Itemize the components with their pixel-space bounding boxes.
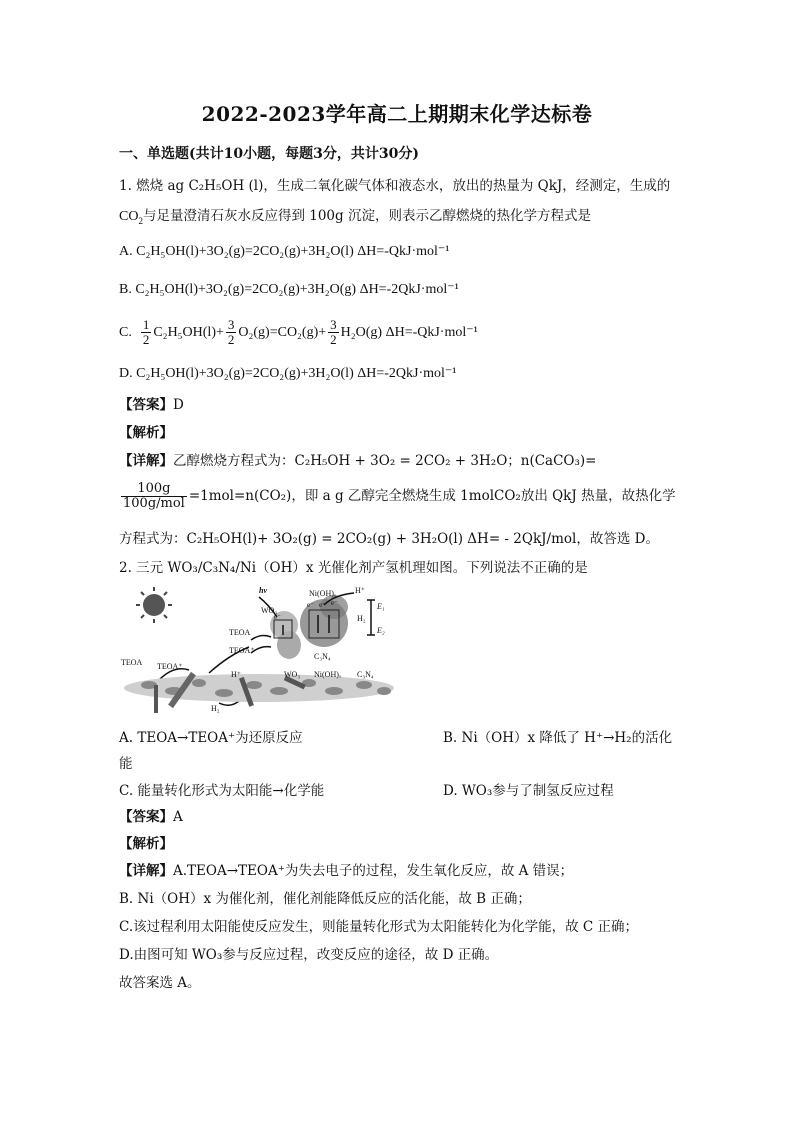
q1-stem-line1: 1. 燃烧 ag C₂H₅OH (l)，生成二氧化碳气体和液态水，放出的热量为 QkJ，经测定，生成的 (119, 178, 671, 194)
svg-text:E₂: E₂ (377, 626, 385, 635)
svg-text:C₃N₄: C₃N₄ (314, 652, 331, 661)
svg-text:H₂: H₂ (211, 704, 220, 713)
svg-text:H₂: H₂ (357, 614, 366, 623)
q2-option-a: A. TEOA→TEOA⁺为还原反应 (119, 730, 303, 746)
q2-stem: 2. 三元 WO₃/C₃N₄/Ni（OH）x 光催化剂产氢机理如图。下列说法不正确的是 (119, 560, 588, 576)
q1-option-c: C. $\frac{1}{2}$ C₂H₅OH(l)+ $\frac{3}{2}$ O₂(g)=CO₂(g)+ $\frac{3}{2}$ H₂O(g) ΔH=-QkJ·mol⁻¹ (119, 317, 478, 348)
q2-detail-b: B. Ni（OH）x 为催化剂，催化剂能降低反应的活化能，故 B 正确； (119, 891, 531, 907)
svg-text:hν: hν (259, 586, 267, 595)
q2-analysis-heading: 【解析】 (119, 836, 173, 852)
q2-detail-a: 【详解】A.TEOA→TEOA⁺为失去电子的过程，发生氧化反应，故 A 错误； (119, 863, 574, 879)
svg-text:Ni(OH)ₓ: Ni(OH)ₓ (309, 589, 337, 598)
wo3-particle-lower (277, 631, 301, 659)
fraction: $\frac{100g}{\text{100g/mol}}$ (123, 481, 185, 511)
q1-option-b: B. C₂H₅OH(l)+3O₂(g)=2CO₂(g)+3H₂O(g) ΔH=-2QkJ·mol⁻¹ (119, 282, 459, 297)
svg-text:H⁺: H⁺ (231, 670, 241, 679)
q2-detail-d: D.由图可知 WO₃参与反应过程，改变反应的途径，故 D 正确。 (119, 947, 499, 963)
svg-text:TEOA: TEOA (229, 628, 251, 637)
fraction: $\frac{1}{2}$ (142, 317, 150, 348)
q2-answer: 【答案】A (119, 809, 183, 825)
q1-stem-text: 与足量澄清石灰水反应得到 100g 沉淀，则表示乙醇燃烧的热化学方程式是 (142, 208, 591, 224)
q1-detail-line2: $\frac{100g}{\text{100g/mol}}$ =1mol=n(CO₂)，即 a g 乙醇完全燃烧生成 1molCO₂放出 QkJ 热量，故热化学 (123, 481, 676, 511)
photocatalyst-mechanism-diagram (119, 585, 399, 715)
q1-detail-line1: 【详解】乙醇燃烧方程式为：C₂H₅OH + 3O₂ = 2CO₂ + 3H₂O；n(CaCO₃)= (119, 453, 597, 469)
sun-icon (136, 587, 172, 623)
section-heading: 一、单选题(共计10小题，每题3分，共计30分) (119, 146, 419, 162)
q1-analysis-heading: 【解析】 (119, 425, 173, 441)
svg-text:H⁺: H⁺ (355, 586, 365, 595)
q1-stem-line2 (119, 205, 591, 232)
svg-text:e⁻: e⁻ (331, 599, 338, 607)
svg-text:TEOA⁺: TEOA⁺ (229, 646, 255, 655)
svg-text:C₃N₄: C₃N₄ (357, 670, 374, 679)
q1-option-d: D. C₂H₅OH(l)+3O₂(g)=2CO₂(g)+3H₂O(l) ΔH=-2QkJ·mol⁻¹ (119, 366, 457, 381)
q2-detail-c: C.该过程利用太阳能使反应发生，则能量转化形式为太阳能转化为化学能，故 C 正确； (119, 919, 639, 935)
svg-text:e⁻: e⁻ (319, 601, 326, 609)
svg-text:TEOA⁺: TEOA⁺ (157, 662, 183, 671)
q1-detail-line3: 方程式为：C₂H₅OH(l)+ 3O₂(g) = 2CO₂(g) + 3H₂O(l) ΔH= - 2QkJ/mol，故答选 D。 (119, 531, 659, 547)
page-title: 2022-2023学年高二上期期末化学达标卷 (201, 102, 593, 126)
q2-option-b: B. Ni（OH）x 降低了 H⁺→H₂的活化 (443, 730, 673, 746)
co2-formula: $CO_2$ (119, 209, 143, 226)
svg-text:Ni(OH)ₓ: Ni(OH)ₓ (314, 670, 342, 679)
q2-option-d: D. WO₃参与了制氢反应过程 (443, 783, 614, 799)
svg-text:E₁: E₁ (377, 602, 385, 611)
catalyst-surface (124, 672, 394, 713)
fraction: $\frac{3}{2}$ (330, 317, 337, 348)
q2-option-c: C. 能量转化形式为太阳能→化学能 (119, 783, 325, 799)
q2-conclusion: 故答案选 A。 (119, 975, 201, 991)
svg-text:TEOA: TEOA (121, 658, 143, 667)
q1-answer: 【答案】D (119, 397, 184, 413)
svg-text:WO₃: WO₃ (284, 670, 301, 679)
svg-text:WO₃: WO₃ (261, 606, 278, 615)
q2-option-b-cont: 能 (119, 756, 133, 772)
svg-text:e⁻: e⁻ (307, 601, 314, 609)
fraction: $\frac{3}{2}$ (227, 317, 235, 348)
q1-option-a: A. C₂H₅OH(l)+3O₂(g)=2CO₂(g)+3H₂O(l) ΔH=-QkJ·mol⁻¹ (119, 244, 450, 259)
svg-text:e⁻: e⁻ (274, 613, 281, 621)
